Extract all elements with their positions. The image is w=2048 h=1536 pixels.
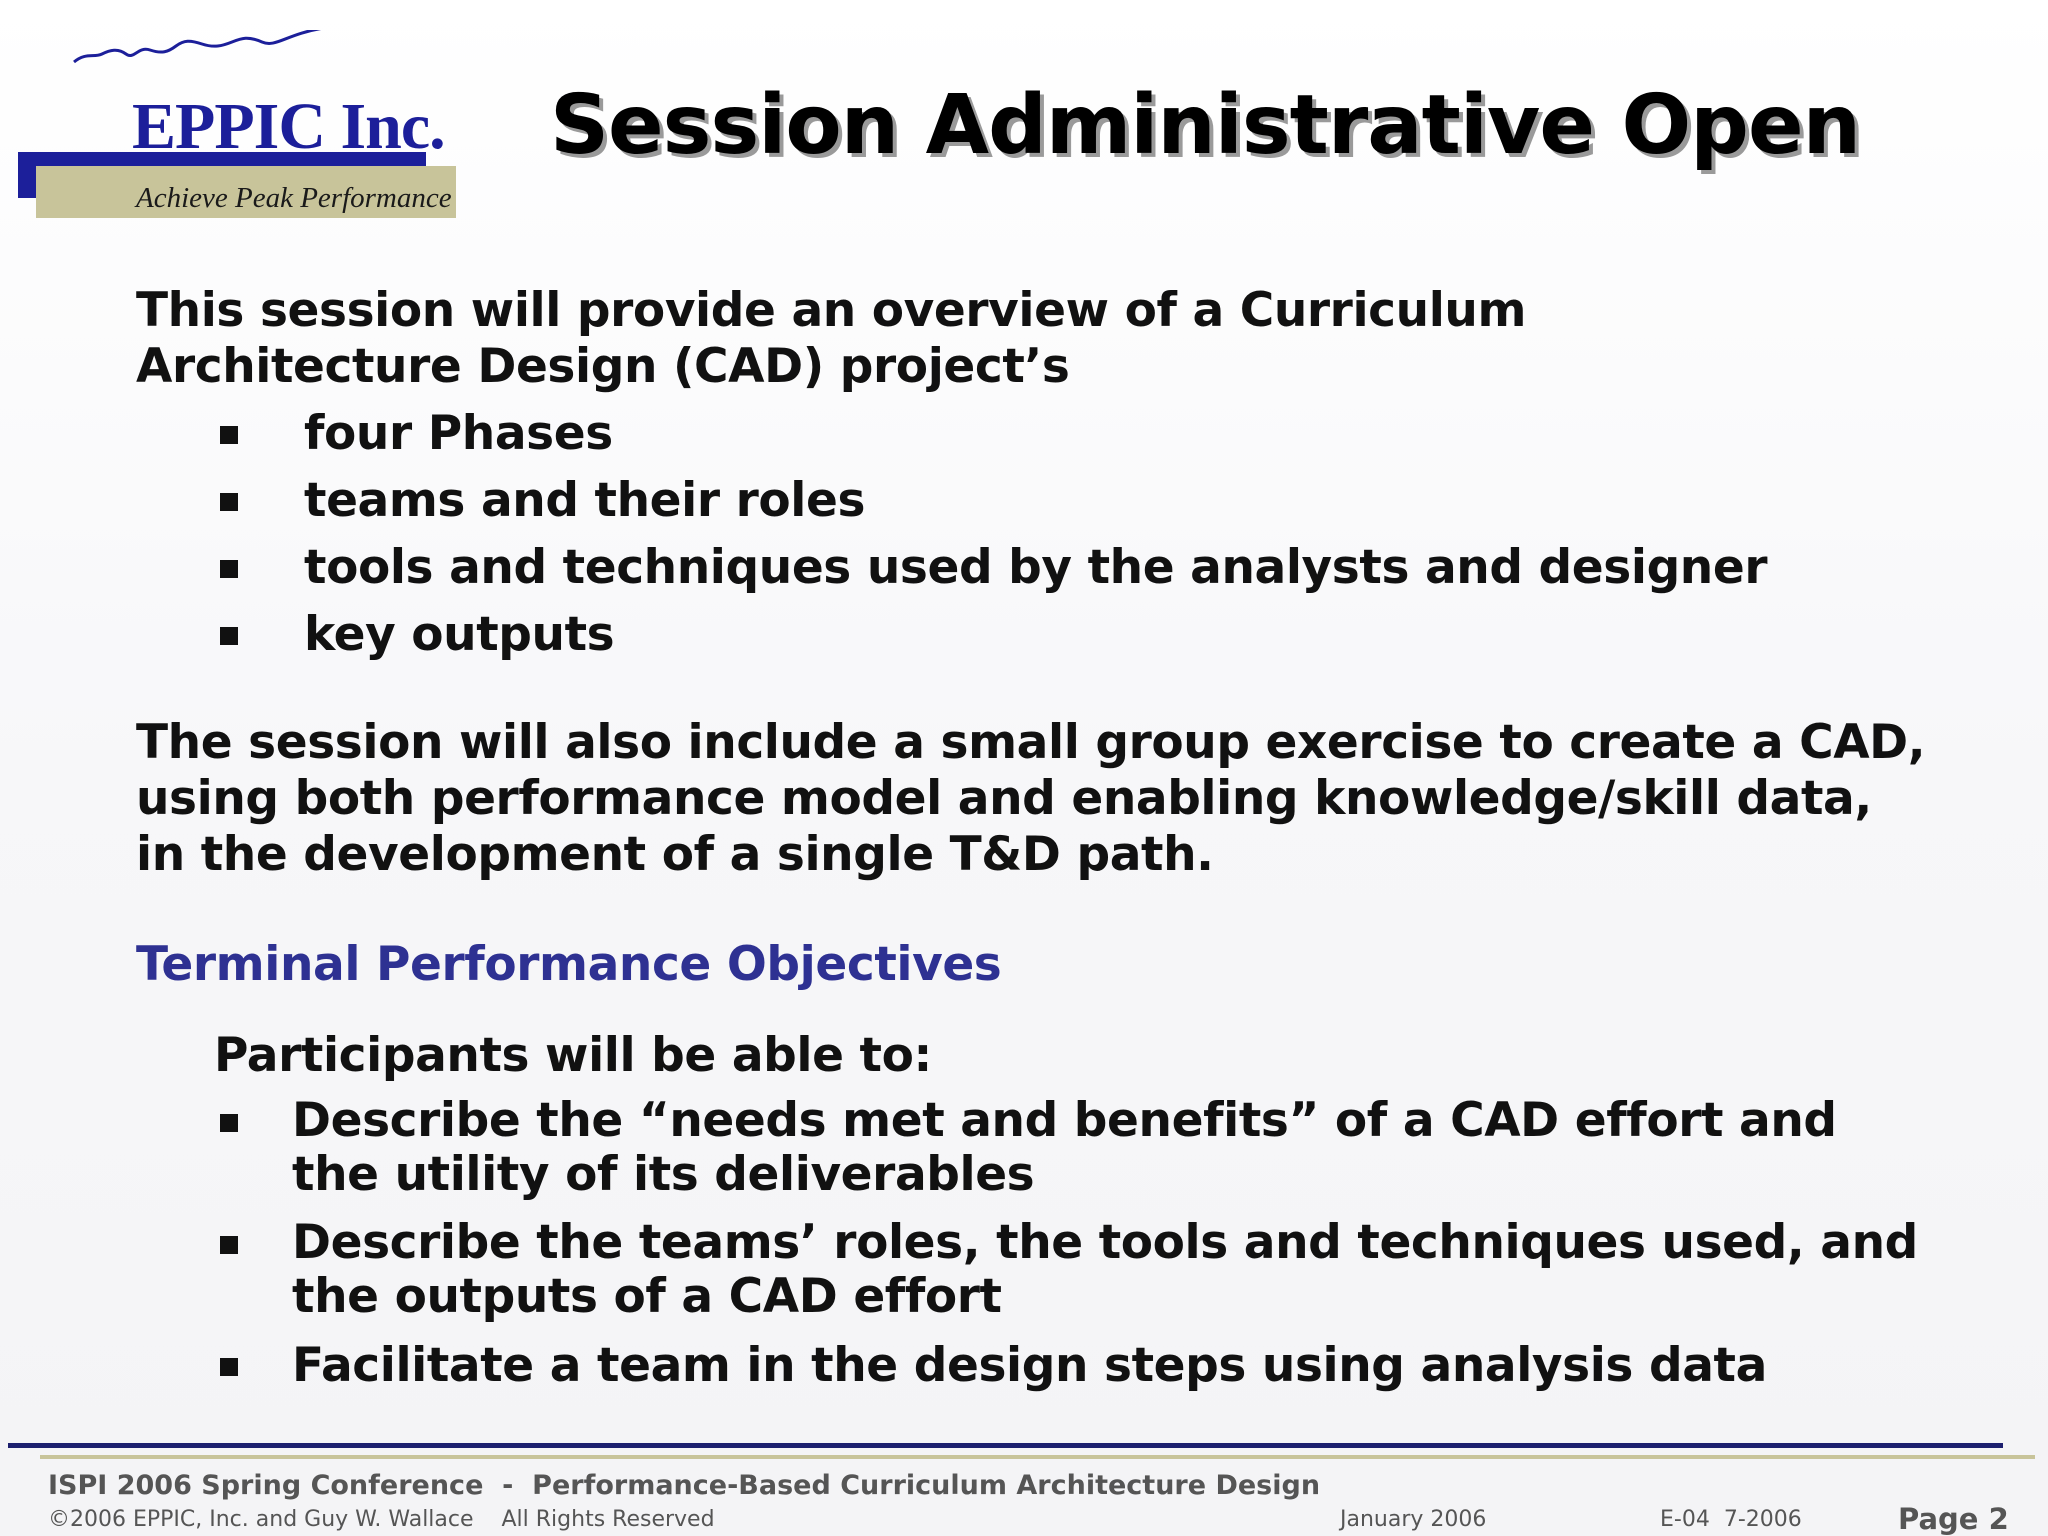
footer-conference: ISPI 2006 Spring Conference - Performance-Based Curriculum Architecture Design [48, 1470, 1321, 1501]
square-bullet-icon [220, 1236, 238, 1254]
intro-paragraph: This session will provide an overview of a Curriculum Architecture Design (CAD) project’s [136, 283, 1527, 394]
list-item: four Phases [136, 406, 2016, 462]
signature-swoosh-icon [72, 30, 332, 70]
square-bullet-icon [220, 1358, 238, 1376]
intro-bullet-list [136, 406, 2016, 663]
list-item: teams and their roles [136, 473, 2016, 529]
list-item: tools and techniques used by the analysts and designer [136, 540, 2016, 596]
logo-tagline: Achieve Peak Performance [136, 182, 452, 214]
logo-company-name: EPPIC Inc. [132, 90, 445, 163]
slide-body [136, 283, 2016, 1394]
square-bullet-icon [220, 627, 238, 645]
objectives-lead: Participants will be able to: [214, 1028, 932, 1083]
company-logo [14, 30, 484, 220]
footer-date: January 2006 [1340, 1507, 1487, 1532]
footer-code: E-04 7-2006 [1660, 1507, 1802, 1532]
exercise-paragraph: The session will also include a small group exercise to create a CAD, using both performance model and enabling knowledge/skill data, in the development of a single T&D path. [136, 715, 1926, 882]
slide-title: Session Administrative Open [550, 78, 1860, 173]
list-item: Facilitate a team in the design steps using analysis data [136, 1338, 1936, 1394]
list-item: Describe the teams’ roles, the tools and techniques used, and the outputs of a CAD effort [136, 1216, 1936, 1324]
square-bullet-icon [220, 1114, 238, 1132]
objectives-list [136, 1094, 1936, 1394]
square-bullet-icon [220, 560, 238, 578]
list-item: key outputs [136, 607, 2016, 663]
footer-navy-rule [8, 1443, 2003, 1448]
square-bullet-icon [220, 493, 238, 511]
footer-tan-rule [40, 1455, 2035, 1459]
list-item: Describe the “needs met and benefits” of a CAD effort and the utility of its deliverables [136, 1094, 1936, 1202]
page-number: Page 2 [1898, 1502, 2009, 1536]
footer-copyright: ©2006 EPPIC, Inc. and Guy W. Wallace All Rights Reserved [48, 1507, 715, 1532]
objectives-heading: Terminal Performance Objectives [136, 937, 1002, 992]
square-bullet-icon [220, 426, 238, 444]
